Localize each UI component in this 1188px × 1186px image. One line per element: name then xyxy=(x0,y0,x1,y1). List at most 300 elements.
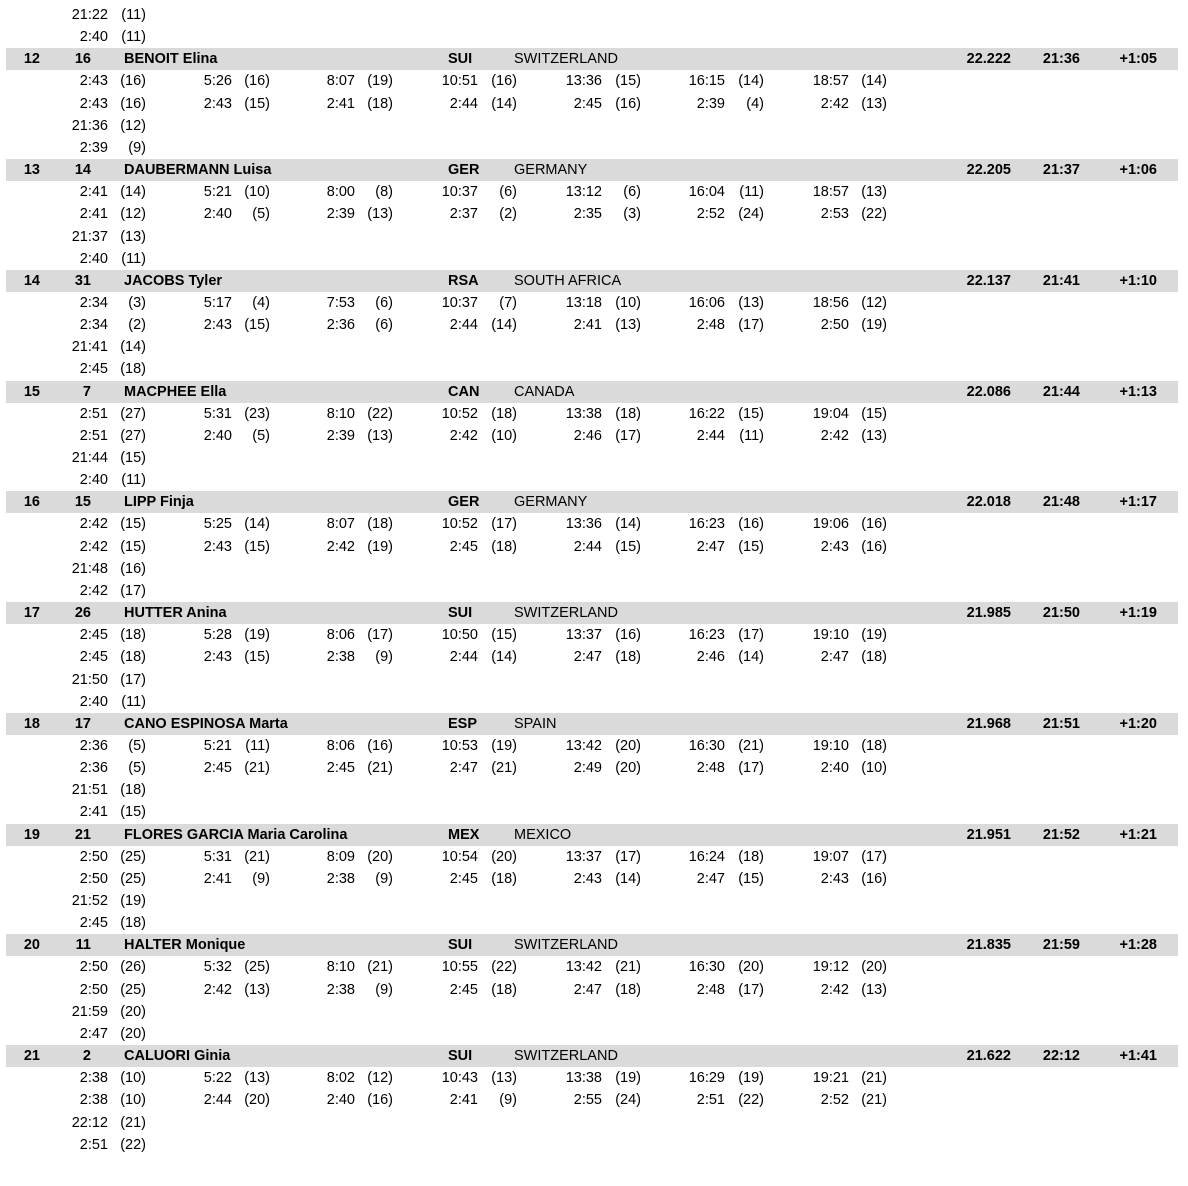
split-time: 2:50 xyxy=(79,981,108,998)
athlete-row xyxy=(6,48,1178,70)
split-rank: (20) xyxy=(615,760,641,777)
rank: 20 xyxy=(23,937,40,954)
split-rank: (19) xyxy=(244,627,270,644)
split-rank: (10) xyxy=(615,294,641,311)
split-rank: (15) xyxy=(244,649,270,666)
split-time: 10:37 xyxy=(441,294,478,311)
nation-code: GER xyxy=(448,162,480,179)
split-rank: (18) xyxy=(367,95,393,112)
lap-splits xyxy=(0,646,1188,668)
split-time: 2:49 xyxy=(573,760,602,777)
split-rank: (9) xyxy=(375,649,393,666)
split-rank: (18) xyxy=(120,627,146,644)
cumulative-splits xyxy=(0,70,1188,92)
time-behind: +1:10 xyxy=(1119,272,1157,289)
split-time: 2:48 xyxy=(696,760,725,777)
split-time: 2:43 xyxy=(820,538,849,555)
split-time: 16:29 xyxy=(688,1070,725,1087)
split-time: 2:37 xyxy=(449,206,478,223)
time-behind: +1:28 xyxy=(1119,937,1157,954)
split-rank: (26) xyxy=(120,959,146,976)
split-time: 2:44 xyxy=(449,95,478,112)
split-rank: (18) xyxy=(491,538,517,555)
split-rank: (4) xyxy=(252,294,270,311)
country-name: SWITZERLAND xyxy=(514,51,618,68)
split-rank: (25) xyxy=(120,870,146,887)
cumulative-splits xyxy=(0,735,1188,757)
split-time: 16:30 xyxy=(688,737,725,754)
split-time: 2:43 xyxy=(203,649,232,666)
nation-code: SUI xyxy=(448,937,473,954)
split-time: 18:57 xyxy=(812,184,849,201)
split-rank: (20) xyxy=(615,737,641,754)
split-time: 2:41 xyxy=(449,1092,478,1109)
split-time: 2:38 xyxy=(79,1092,108,1109)
split-rank: (14) xyxy=(244,516,270,533)
athlete-row xyxy=(6,824,1178,846)
avg-speed: 21.622 xyxy=(966,1048,1011,1065)
split-time: 8:10 xyxy=(326,959,355,976)
split-time: 2:43 xyxy=(203,317,232,334)
split-rank: (18) xyxy=(120,915,146,932)
split-time: 10:37 xyxy=(441,184,478,201)
split-time: 2:44 xyxy=(696,427,725,444)
split-rank: (19) xyxy=(738,1070,764,1087)
split-time: 16:04 xyxy=(688,184,725,201)
split-time: 2:40 xyxy=(79,29,108,46)
cumulative-split-wrap xyxy=(0,1112,1188,1134)
split-rank: (13) xyxy=(861,95,887,112)
split-time: 2:44 xyxy=(573,538,602,555)
split-time: 2:43 xyxy=(79,95,108,112)
split-rank: (17) xyxy=(120,671,146,688)
athlete-name: CALUORI Ginia xyxy=(124,1048,231,1065)
split-rank: (15) xyxy=(738,538,764,555)
split-time: 21:22 xyxy=(71,7,108,23)
split-time: 13:42 xyxy=(565,959,602,976)
split-time: 2:42 xyxy=(820,95,849,112)
finish-time: 21:41 xyxy=(1042,272,1080,289)
split-time: 2:44 xyxy=(203,1092,232,1109)
lap-splits xyxy=(0,93,1188,115)
rank: 14 xyxy=(23,272,40,289)
split-rank: (5) xyxy=(252,206,270,223)
split-rank: (21) xyxy=(861,1070,887,1087)
avg-speed: 21.835 xyxy=(966,937,1011,954)
split-rank: (18) xyxy=(615,405,641,422)
split-time: 2:42 xyxy=(79,538,108,555)
split-time: 18:57 xyxy=(812,73,849,90)
cumulative-split-wrap xyxy=(0,558,1188,580)
split-time: 10:51 xyxy=(441,73,478,90)
split-rank: (6) xyxy=(623,184,641,201)
split-time: 13:42 xyxy=(565,737,602,754)
split-time: 2:42 xyxy=(820,427,849,444)
cumulative-splits xyxy=(0,513,1188,535)
split-rank: (21) xyxy=(244,848,270,865)
split-time: 2:51 xyxy=(696,1092,725,1109)
time-behind: +1:17 xyxy=(1119,494,1157,511)
country-name: SWITZERLAND xyxy=(514,605,618,622)
split-rank: (15) xyxy=(491,627,517,644)
rank: 21 xyxy=(23,1048,40,1065)
cumulative-split-wrap xyxy=(0,115,1188,137)
split-rank: (16) xyxy=(615,627,641,644)
country-name: GERMANY xyxy=(514,494,588,511)
split-rank: (16) xyxy=(491,73,517,90)
split-time: 19:06 xyxy=(812,516,849,533)
lap-splits xyxy=(0,203,1188,225)
split-time: 5:21 xyxy=(203,737,232,754)
split-time: 16:23 xyxy=(688,516,725,533)
bib: 7 xyxy=(82,383,91,400)
split-time: 2:40 xyxy=(203,427,232,444)
split-rank: (17) xyxy=(491,516,517,533)
split-rank: (13) xyxy=(738,294,764,311)
split-rank: (14) xyxy=(615,516,641,533)
split-rank: (16) xyxy=(367,1092,393,1109)
split-rank: (20) xyxy=(367,848,393,865)
split-rank: (22) xyxy=(367,405,393,422)
split-time: 2:51 xyxy=(79,1136,108,1153)
athlete-name: HUTTER Anina xyxy=(124,605,227,622)
split-rank: (17) xyxy=(738,627,764,644)
split-time: 2:45 xyxy=(449,870,478,887)
split-time: 2:38 xyxy=(326,870,355,887)
lap-splits xyxy=(0,425,1188,447)
finish-time: 21:50 xyxy=(1042,605,1080,622)
split-rank: (18) xyxy=(491,981,517,998)
split-time: 2:41 xyxy=(326,95,355,112)
split-time: 2:47 xyxy=(449,760,478,777)
split-time: 2:50 xyxy=(79,870,108,887)
split-rank: (11) xyxy=(121,29,146,46)
split-rank: (19) xyxy=(861,317,887,334)
split-time: 10:43 xyxy=(441,1070,478,1087)
split-time: 2:47 xyxy=(573,981,602,998)
athlete-name: MACPHEE Ella xyxy=(124,383,227,400)
split-time: 8:00 xyxy=(326,184,355,201)
split-time: 2:42 xyxy=(79,516,108,533)
split-time: 5:28 xyxy=(203,627,232,644)
split-rank: (21) xyxy=(367,760,393,777)
avg-speed: 22.018 xyxy=(966,494,1011,511)
split-rank: (2) xyxy=(499,206,517,223)
split-rank: (13) xyxy=(615,317,641,334)
country-name: CANADA xyxy=(514,383,575,400)
split-rank: (22) xyxy=(491,959,517,976)
split-rank: (9) xyxy=(375,870,393,887)
split-time: 13:37 xyxy=(565,848,602,865)
split-rank: (11) xyxy=(739,427,764,444)
split-time: 2:47 xyxy=(820,649,849,666)
split-rank: (13) xyxy=(491,1070,517,1087)
split-rank: (15) xyxy=(244,538,270,555)
split-rank: (10) xyxy=(861,760,887,777)
split-rank: (15) xyxy=(120,804,146,821)
split-line-wrap xyxy=(0,4,1188,26)
split-time: 2:41 xyxy=(79,206,108,223)
athlete-name: LIPP Finja xyxy=(124,494,194,511)
time-behind: +1:05 xyxy=(1119,51,1157,68)
split-rank: (9) xyxy=(252,870,270,887)
split-time: 2:55 xyxy=(573,1092,602,1109)
split-rank: (19) xyxy=(120,893,146,909)
country-name: SOUTH AFRICA xyxy=(514,272,622,289)
athlete-name: DAUBERMANN Luisa xyxy=(124,162,272,179)
athlete-name: HALTER Monique xyxy=(124,937,246,954)
split-rank: (6) xyxy=(375,317,393,334)
split-time: 2:42 xyxy=(326,538,355,555)
split-rank: (14) xyxy=(861,73,887,90)
split-time: 8:02 xyxy=(326,1070,355,1087)
lap-split-wrap xyxy=(0,358,1188,380)
split-time: 2:42 xyxy=(449,427,478,444)
split-rank: (25) xyxy=(120,848,146,865)
split-rank: (19) xyxy=(861,627,887,644)
split-time: 2:47 xyxy=(696,870,725,887)
split-rank: (15) xyxy=(615,73,641,90)
split-time: 13:38 xyxy=(565,405,602,422)
split-time: 2:45 xyxy=(79,361,108,378)
split-time: 2:53 xyxy=(820,206,849,223)
time-behind: +1:41 xyxy=(1119,1048,1157,1065)
finish-time: 21:51 xyxy=(1042,715,1080,732)
split-time: 5:31 xyxy=(203,848,232,865)
split-rank: (20) xyxy=(120,1025,146,1042)
split-time: 2:42 xyxy=(820,981,849,998)
lap-splits xyxy=(0,979,1188,1001)
split-time: 2:40 xyxy=(79,250,108,267)
country-name: MEXICO xyxy=(514,826,572,843)
bib: 15 xyxy=(74,494,91,511)
lap-split-wrap xyxy=(0,912,1188,934)
nation-code: SUI xyxy=(448,51,473,68)
rank: 12 xyxy=(23,51,40,68)
split-time: 5:26 xyxy=(203,73,232,90)
split-time: 2:35 xyxy=(573,206,602,223)
time-behind: +1:20 xyxy=(1119,715,1157,732)
cumulative-split-wrap xyxy=(0,336,1188,358)
split-time: 2:45 xyxy=(79,649,108,666)
split-rank: (18) xyxy=(120,649,146,666)
split-rank: (9) xyxy=(499,1092,517,1109)
split-rank: (18) xyxy=(491,405,517,422)
bib: 11 xyxy=(75,937,91,954)
split-time: 2:46 xyxy=(573,427,602,444)
split-rank: (3) xyxy=(623,206,641,223)
split-rank: (24) xyxy=(738,206,764,223)
split-time: 2:45 xyxy=(573,95,602,112)
split-rank: (12) xyxy=(120,206,146,223)
split-time: 19:12 xyxy=(812,959,849,976)
split-rank: (21) xyxy=(244,760,270,777)
split-time: 10:50 xyxy=(441,627,478,644)
split-time: 19:04 xyxy=(812,405,849,422)
split-rank: (18) xyxy=(120,361,146,378)
split-time: 19:10 xyxy=(812,627,849,644)
athlete-name: JACOBS Tyler xyxy=(124,272,223,289)
split-time: 10:55 xyxy=(441,959,478,976)
nation-code: SUI xyxy=(448,605,473,622)
split-rank: (15) xyxy=(738,870,764,887)
split-rank: (5) xyxy=(128,760,146,777)
split-rank: (3) xyxy=(128,294,146,311)
split-time: 16:23 xyxy=(688,627,725,644)
split-rank: (20) xyxy=(120,1003,146,1020)
avg-speed: 22.086 xyxy=(966,383,1011,400)
split-time: 16:06 xyxy=(688,294,725,311)
split-time: 2:40 xyxy=(326,1092,355,1109)
split-time: 2:39 xyxy=(79,139,108,156)
split-rank: (16) xyxy=(120,73,146,90)
split-time: 5:22 xyxy=(203,1070,232,1087)
split-rank: (18) xyxy=(861,649,887,666)
rank: 19 xyxy=(23,826,40,843)
split-rank: (18) xyxy=(367,516,393,533)
split-time: 19:07 xyxy=(812,848,849,865)
split-time: 2:41 xyxy=(203,870,232,887)
finish-time: 21:36 xyxy=(1042,51,1080,68)
lap-splits xyxy=(0,757,1188,779)
finish-time: 21:59 xyxy=(1042,937,1080,954)
split-rank: (24) xyxy=(615,1092,641,1109)
split-rank: (16) xyxy=(861,516,887,533)
split-rank: (9) xyxy=(375,981,393,998)
split-time: 2:38 xyxy=(79,1070,108,1087)
split-rank: (14) xyxy=(738,649,764,666)
split-rank: (10) xyxy=(120,1092,146,1109)
split-time: 2:45 xyxy=(79,627,108,644)
split-time: 16:24 xyxy=(688,848,725,865)
split-rank: (11) xyxy=(121,7,146,23)
split-rank: (21) xyxy=(120,1114,146,1131)
split-rank: (18) xyxy=(738,848,764,865)
split-rank: (17) xyxy=(861,848,887,865)
cumulative-split-wrap xyxy=(0,779,1188,801)
split-rank: (18) xyxy=(861,737,887,754)
split-rank: (13) xyxy=(861,427,887,444)
split-time: 2:47 xyxy=(79,1025,108,1042)
split-rank: (27) xyxy=(120,405,146,422)
split-rank: (13) xyxy=(367,206,393,223)
split-rank: (13) xyxy=(861,981,887,998)
lap-split-wrap xyxy=(0,469,1188,491)
split-rank: (6) xyxy=(375,294,393,311)
split-rank: (16) xyxy=(244,73,270,90)
split-time: 18:56 xyxy=(812,294,849,311)
split-time: 2:36 xyxy=(326,317,355,334)
split-rank: (14) xyxy=(491,317,517,334)
split-time: 16:22 xyxy=(688,405,725,422)
split-rank: (17) xyxy=(367,627,393,644)
split-rank: (21) xyxy=(491,760,517,777)
split-time: 2:40 xyxy=(79,472,108,489)
split-rank: (13) xyxy=(120,228,146,245)
lap-split-wrap xyxy=(0,1134,1188,1156)
split-rank: (25) xyxy=(120,981,146,998)
split-time: 7:53 xyxy=(326,294,355,311)
split-time: 10:53 xyxy=(441,737,478,754)
split-rank: (15) xyxy=(120,450,146,466)
split-time: 2:46 xyxy=(696,649,725,666)
country-name: SPAIN xyxy=(514,715,557,732)
split-rank: (14) xyxy=(120,184,146,201)
athlete-name: BENOIT Elina xyxy=(124,51,218,68)
split-time: 8:10 xyxy=(326,405,355,422)
split-rank: (16) xyxy=(738,516,764,533)
split-time: 2:43 xyxy=(820,870,849,887)
split-rank: (16) xyxy=(615,95,641,112)
lap-split-wrap xyxy=(0,801,1188,823)
split-rank: (21) xyxy=(738,737,764,754)
split-rank: (21) xyxy=(615,959,641,976)
nation-code: ESP xyxy=(448,715,478,732)
split-rank: (18) xyxy=(615,981,641,998)
split-rank: (7) xyxy=(499,294,517,311)
split-time: 5:21 xyxy=(203,184,232,201)
athlete-row xyxy=(6,491,1178,513)
split-time: 2:39 xyxy=(326,427,355,444)
lap-splits xyxy=(0,868,1188,890)
time-behind: +1:06 xyxy=(1119,162,1157,179)
split-rank: (16) xyxy=(367,737,393,754)
split-rank: (17) xyxy=(738,317,764,334)
split-time: 2:45 xyxy=(449,981,478,998)
split-rank: (6) xyxy=(499,184,517,201)
split-rank: (12) xyxy=(367,1070,393,1087)
finish-time: 21:37 xyxy=(1042,162,1080,179)
split-rank: (15) xyxy=(738,405,764,422)
cumulative-split-wrap xyxy=(0,890,1188,912)
split-time: 21:41 xyxy=(71,339,108,356)
split-time: 2:42 xyxy=(203,981,232,998)
split-rank: (16) xyxy=(861,870,887,887)
split-rank: (17) xyxy=(615,848,641,865)
split-time: 2:45 xyxy=(79,915,108,932)
split-time: 2:45 xyxy=(449,538,478,555)
split-rank: (21) xyxy=(367,959,393,976)
avg-speed: 22.222 xyxy=(966,51,1011,68)
rank: 15 xyxy=(23,383,40,400)
split-rank: (13) xyxy=(244,981,270,998)
split-time: 2:43 xyxy=(203,538,232,555)
finish-time: 21:44 xyxy=(1042,383,1080,400)
split-rank: (19) xyxy=(367,538,393,555)
split-time: 2:38 xyxy=(326,981,355,998)
cumulative-splits xyxy=(0,403,1188,425)
split-rank: (10) xyxy=(244,184,270,201)
split-rank: (17) xyxy=(120,582,146,599)
cumulative-splits xyxy=(0,1067,1188,1089)
split-time: 21:44 xyxy=(71,450,108,466)
split-time: 2:48 xyxy=(696,981,725,998)
split-time: 16:30 xyxy=(688,959,725,976)
split-rank: (16) xyxy=(120,560,146,577)
split-rank: (14) xyxy=(491,649,517,666)
athlete-name: CANO ESPINOSA Marta xyxy=(124,715,288,732)
split-rank: (23) xyxy=(244,405,270,422)
split-time: 2:41 xyxy=(79,804,108,821)
rank: 13 xyxy=(23,162,40,179)
split-rank: (11) xyxy=(245,737,270,754)
split-rank: (13) xyxy=(861,184,887,201)
split-time: 21:36 xyxy=(71,117,108,134)
cumulative-split-wrap xyxy=(0,447,1188,469)
split-rank: (20) xyxy=(861,959,887,976)
split-time: 2:47 xyxy=(696,538,725,555)
split-time: 13:12 xyxy=(565,184,602,201)
